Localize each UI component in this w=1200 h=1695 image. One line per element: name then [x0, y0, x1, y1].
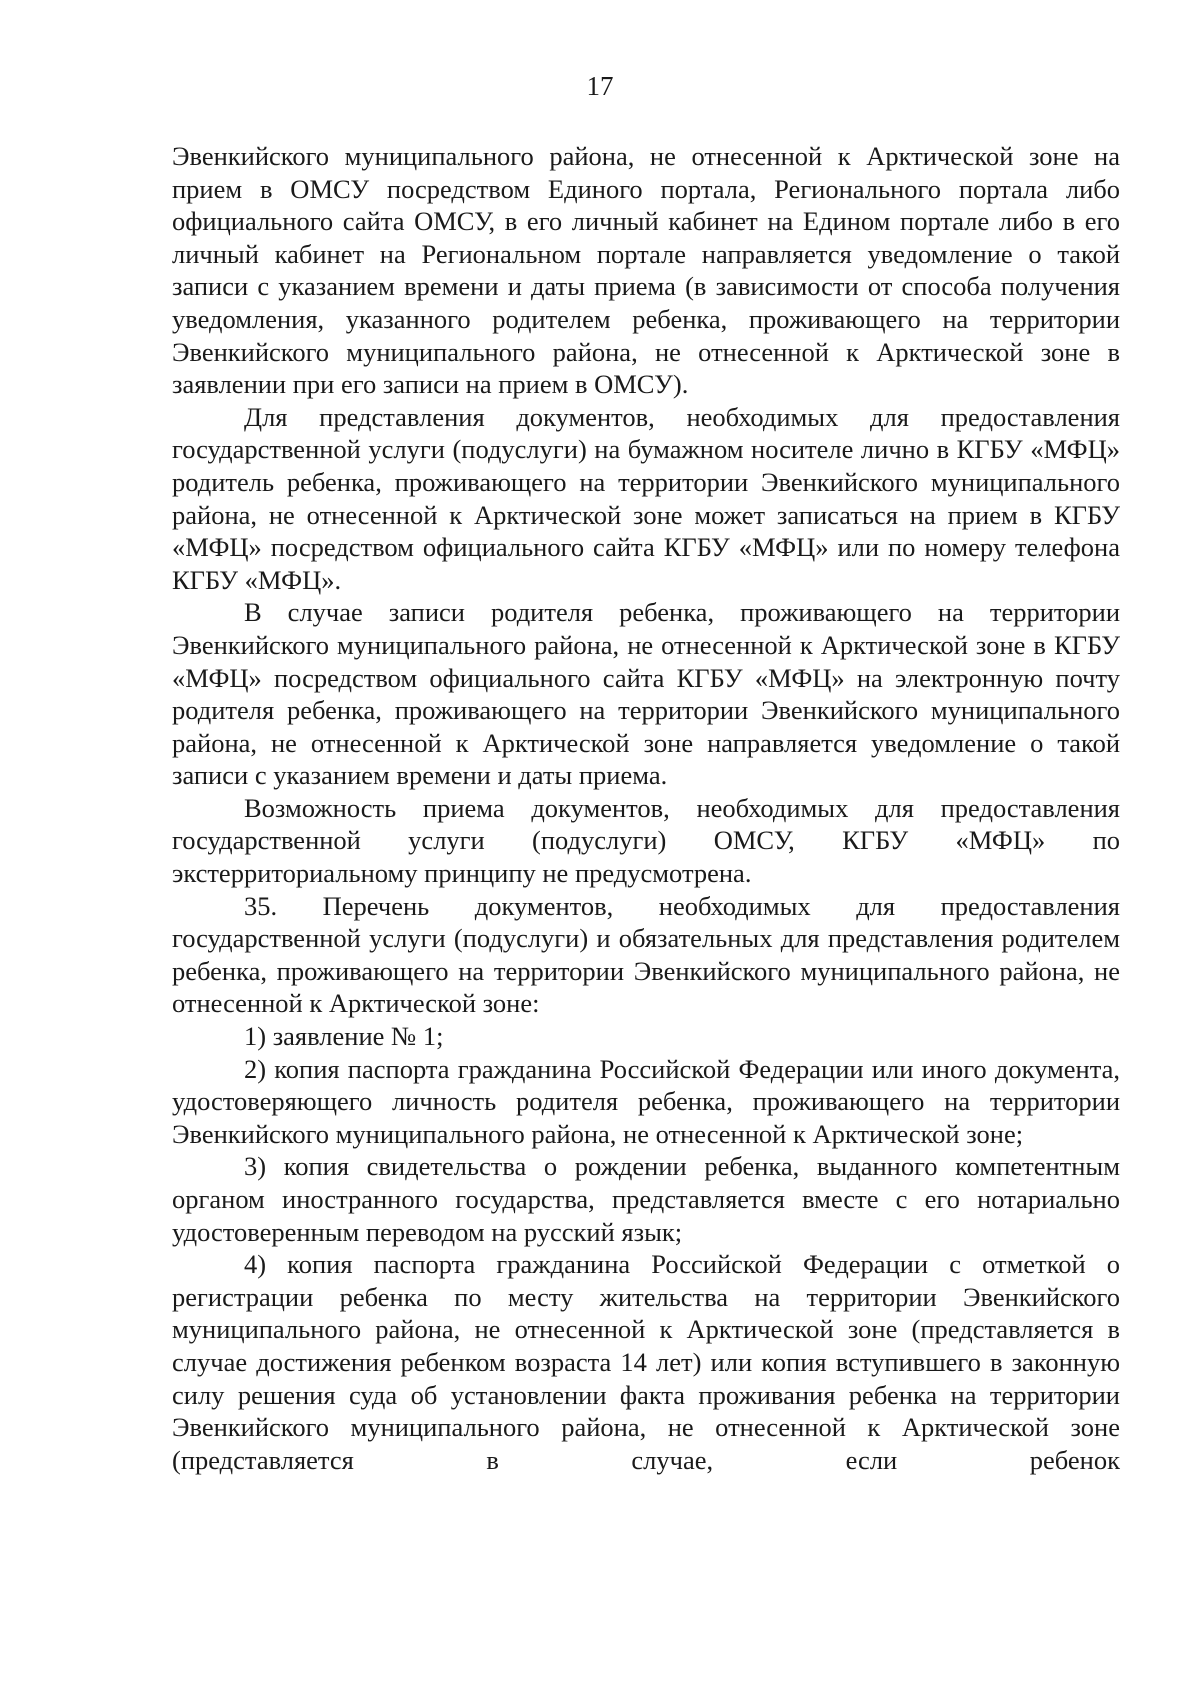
list-item-3: 3) копия свидетельства о рождении ребенка, выданного компетентным органом иностранного государства, представляется вместе с его нотариально удостоверенным переводом на русский язык; [172, 1151, 1120, 1247]
paragraph-2: Для представления документов, необходимых для предоставления государственной услуги (подуслуги) на бумажном носителе лично в КГБУ «МФЦ» родитель ребенка, проживающего на территории Эвенкийского муниципального района, не отнесенной к Арктической зоне может записаться на прием в КГБУ «МФЦ» посредством официального сайта КГБУ «МФЦ» или по номеру телефона КГБУ «МФЦ». [172, 401, 1120, 595]
document-body [172, 140, 1120, 1476]
list-item-1: 1) заявление № 1; [244, 1021, 444, 1052]
paragraph-3: В случае записи родителя ребенка, проживающего на территории Эвенкийского муниципального района, не отнесенной к Арктической зоне в КГБУ «МФЦ» посредством официального сайта КГБУ «МФЦ» на электронную почту родителя ребенка, проживающего на территории Эвенкийского муниципального района, не отнесенной к Арктической зоне направляется уведомление о такой записи с указанием времени и даты приема. [172, 597, 1120, 791]
list-item-2: 2) копия паспорта гражданина Российской Федерации или иного документа, удостоверяющего личность родителя ребенка, проживающего на территории Эвенкийского муниципального района, не отнесенной к Арктической зоне; [172, 1053, 1120, 1149]
paragraph-4: Возможность приема документов, необходимых для предоставления государственной услуги (подуслуги) ОМСУ, КГБУ «МФЦ» по экстерриториальному принципу не предусмотрена. [172, 792, 1120, 889]
page-number: 17 [586, 71, 614, 101]
list-item-4: 4) копия паспорта гражданина Российской Федерации с отметкой о регистрации ребенка по месту жительства на территории Эвенкийского муниципального района, не отнесенной к Арктической зоне (представляется в случае достижения ребенком возраста 14 лет) или копия вступившего в законную силу решения суда об установлении факта проживания ребенка на территории Эвенкийского муниципального района, не отнесенной к Арктической зоне (представляется в случае, если ребенок [172, 1249, 1120, 1475]
paragraph-1: Эвенкийского муниципального района, не отнесенной к Арктической зоне на прием в ОМСУ посредством Единого портала, Регионального портала либо официального сайта ОМСУ, в его личный кабинет на Едином портале либо в его личный кабинет на Региональном портале направляется уведомление о такой записи с указанием времени и даты приема (в зависимости от способа получения уведомления, указанного родителем ребенка, проживающего на территории Эвенкийского муниципального района, не отнесенной к Арктической зоне в заявлении при его записи на прием в ОМСУ). [172, 141, 1120, 400]
paragraph-5-item-35: 35. Перечень документов, необходимых для предоставления государственной услуги (подуслуги) и обязательных для представления родителем ребенка, проживающего на территории Эвенкийского муниципального района, не отнесенной к Арктической зоне: [172, 890, 1120, 1019]
